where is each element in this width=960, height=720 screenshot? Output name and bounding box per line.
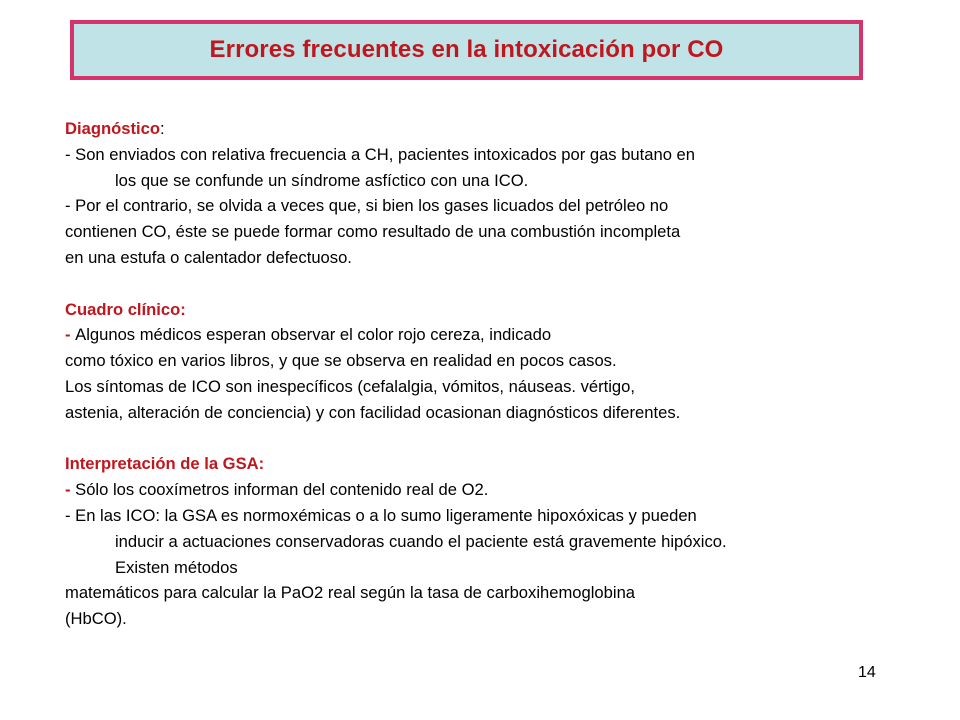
diagnostico-line: los que se confunde un síndrome asfíctico con una ICO. bbox=[115, 170, 529, 190]
diagnostico-line: - Son enviados con relativa frecuencia a CH, pacientes intoxicados por gas butano en bbox=[65, 144, 696, 164]
slide-body bbox=[65, 116, 925, 632]
gsa-line: matemáticos para calcular la PaO2 real según la tasa de carboxihemoglobina bbox=[65, 583, 636, 603]
cuadro-clinico-heading: Cuadro clínico: bbox=[65, 299, 186, 319]
diagnostico-heading: Diagnóstico bbox=[65, 119, 160, 138]
gsa-line: inducir a actuaciones conservadoras cuando el paciente está gravemente hipóxico. bbox=[115, 531, 727, 551]
diagnostico-heading-line bbox=[65, 116, 925, 142]
diagnostico-heading-colon: : bbox=[159, 119, 165, 138]
gsa-line-text: Sólo los cooxímetros informan del contenido real de O2. bbox=[75, 480, 489, 500]
page-number: 14 bbox=[858, 664, 876, 681]
diagnostico-line: - Por el contrario, se olvida a veces que, si bien los gases licuados del petróleo no bbox=[65, 196, 669, 216]
cuadro-clinico-line: Los síntomas de ICO son inespecíficos (cefalalgia, vómitos, náuseas. vértigo, bbox=[65, 376, 635, 396]
section-spacer bbox=[65, 271, 925, 297]
diagnostico-line: en una estufa o calentador defectuoso. bbox=[65, 247, 352, 267]
bullet-dash: - bbox=[65, 325, 76, 345]
bullet-dash: - bbox=[65, 480, 76, 500]
gsa-line bbox=[65, 477, 925, 503]
cuadro-clinico-line-text: Algunos médicos esperan observar el color rojo cereza, indicado bbox=[75, 325, 552, 345]
title-box bbox=[70, 20, 863, 80]
gsa-heading: Interpretación de la GSA: bbox=[65, 454, 265, 474]
slide-title: Errores frecuentes en la intoxicación por CO bbox=[209, 36, 724, 63]
cuadro-clinico-line: astenia, alteración de conciencia) y con facilidad ocasionan diagnósticos diferentes. bbox=[65, 402, 681, 422]
gsa-line: (HbCO). bbox=[65, 609, 127, 629]
gsa-line: Existen métodos bbox=[115, 557, 238, 577]
section-spacer bbox=[65, 426, 925, 452]
cuadro-clinico-line: como tóxico en varios libros, y que se observa en realidad en pocos casos. bbox=[65, 351, 617, 371]
cuadro-clinico-line bbox=[65, 322, 925, 348]
gsa-line: - En las ICO: la GSA es normoxémicas o a lo sumo ligeramente hipoxóxicas y pueden bbox=[65, 505, 697, 525]
diagnostico-line: contienen CO, éste se puede formar como resultado de una combustión incompleta bbox=[65, 222, 681, 242]
